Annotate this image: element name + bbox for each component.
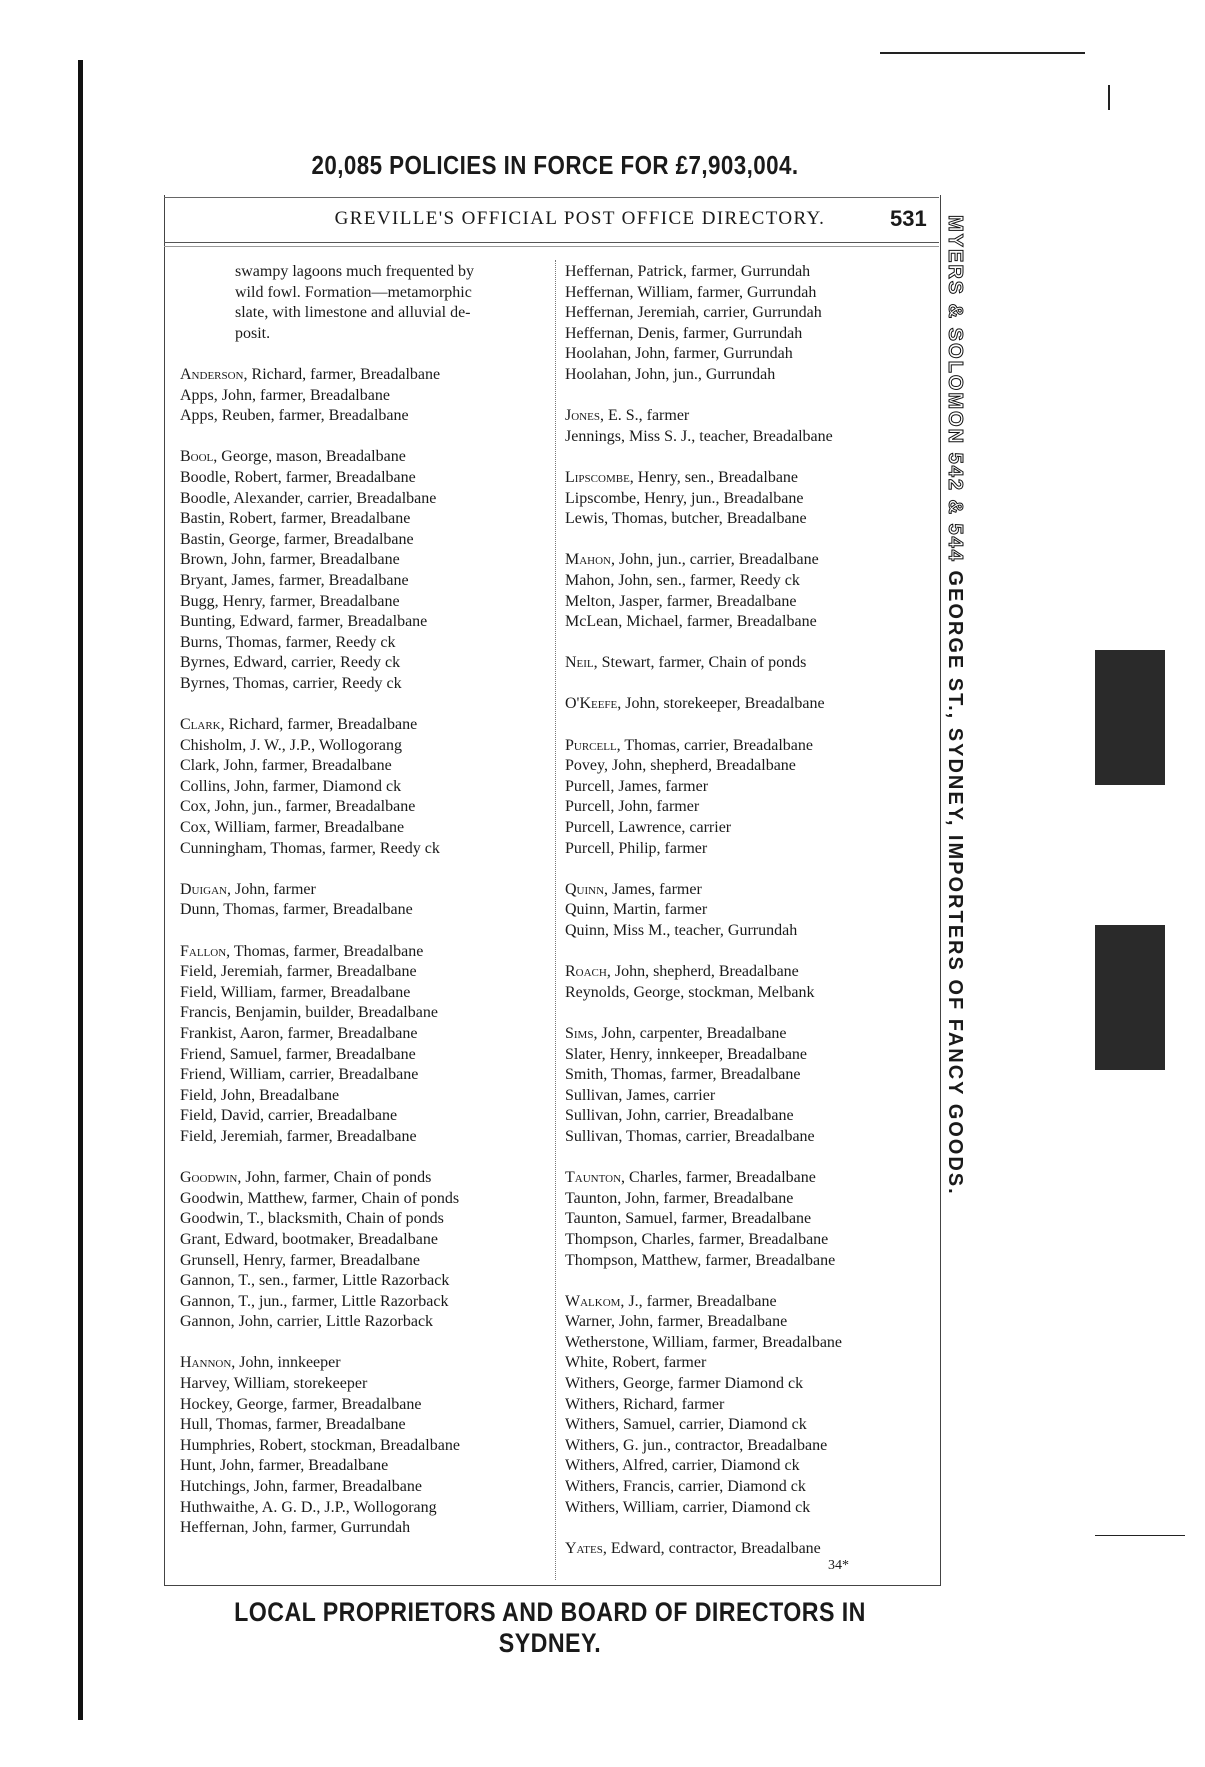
directory-entry <box>565 592 935 613</box>
directory-entry <box>180 839 550 860</box>
letter-section-head: Fallon, <box>180 942 231 960</box>
directory-entry <box>180 797 550 818</box>
letter-section-head: Anderson, <box>180 365 248 383</box>
letter-section-head: Roach, <box>565 963 611 981</box>
bleed-through-mark <box>1095 650 1165 785</box>
directory-entry <box>180 983 550 1004</box>
entry-text: Charles, farmer, Breadalbane <box>625 1169 816 1187</box>
side-advert-name: MYERS & SOLOMON 542 & 544 <box>944 215 966 563</box>
entry-text: Quinn, Martin, farmer <box>565 901 708 919</box>
entry-text: Bryant, James, farmer, Breadalbane <box>180 571 409 589</box>
entry-text: Collins, John, farmer, Diamond ck <box>180 777 402 795</box>
directory-entry <box>180 1065 550 1086</box>
entry-text: Smith, Thomas, farmer, Breadalbane <box>565 1066 801 1084</box>
letter-section-head: Yates, <box>565 1539 607 1557</box>
entry-text: Purcell, John, farmer <box>565 798 700 816</box>
letter-section-head: Quinn, <box>565 880 609 898</box>
directory-entry <box>180 1477 550 1498</box>
directory-entry <box>180 550 550 571</box>
directory-entry <box>565 427 935 448</box>
entry-text: Wetherstone, William, farmer, Breadalbane <box>565 1333 843 1351</box>
page-number: 531 <box>890 206 927 231</box>
entry-gap <box>565 1271 935 1292</box>
bleed-through-mark <box>1095 925 1165 1070</box>
letter-section-head: Purcell, <box>565 736 621 754</box>
entry-text: Field, David, carrier, Breadalbane <box>180 1107 398 1125</box>
entry-text: Heffernan, John, farmer, Gurrundah <box>180 1519 411 1537</box>
entry-text: John, jun., carrier, Breadalbane <box>615 551 819 569</box>
directory-entry <box>565 262 935 283</box>
directory-entry <box>565 839 935 860</box>
directory-entry <box>180 612 550 633</box>
entry-text: McLean, Michael, farmer, Breadalbane <box>565 613 817 631</box>
entry-text: Friend, William, carrier, Breadalbane <box>180 1066 419 1084</box>
entry-text: John, carpenter, Breadalbane <box>597 1024 787 1042</box>
right-margin-rule <box>1095 1535 1185 1536</box>
entry-text: Hutchings, John, farmer, Breadalbane <box>180 1478 422 1496</box>
directory-entry <box>180 736 550 757</box>
entry-text: Brown, John, farmer, Breadalbane <box>180 551 400 569</box>
directory-entry <box>180 674 550 695</box>
directory-entry <box>565 468 935 489</box>
entry-text: Hockey, George, farmer, Breadalbane <box>180 1395 422 1413</box>
entry-text: Warner, John, farmer, Breadalbane <box>565 1313 788 1331</box>
entry-text: Huthwaithe, A. G. D., J.P., Wollogorang <box>180 1498 437 1516</box>
entry-gap <box>565 859 935 880</box>
entry-text: Humphries, Robert, stockman, Breadalbane <box>180 1436 460 1454</box>
entry-text: Purcell, Lawrence, carrier <box>565 819 732 837</box>
directory-entry <box>565 1086 935 1107</box>
letter-section-head: Lipscombe, <box>565 468 634 486</box>
entry-text: Withers, G. jun., contractor, Breadalbane <box>565 1436 828 1454</box>
entry-gap <box>565 942 935 963</box>
entry-text: George, mason, Breadalbane <box>217 448 406 466</box>
scan-edge-mark <box>78 60 83 1720</box>
top-banner: 20,085 POLICIES IN FORCE FOR £7,903,004. <box>311 150 799 180</box>
directory-entry <box>180 447 550 468</box>
entry-text: John, innkeeper <box>235 1354 341 1372</box>
entry-gap <box>565 715 935 736</box>
entry-text: Hull, Thomas, farmer, Breadalbane <box>180 1416 406 1434</box>
directory-entry <box>565 489 935 510</box>
entry-text: Harvey, William, storekeeper <box>180 1375 368 1393</box>
directory-entry <box>565 1456 935 1477</box>
entry-text: James, farmer <box>608 880 702 898</box>
entry-text: Goodwin, Matthew, farmer, Chain of ponds <box>180 1189 460 1207</box>
directory-entry <box>565 1477 935 1498</box>
entry-text: John, storekeeper, Breadalbane <box>621 695 825 713</box>
letter-section-head: Neil, <box>565 654 598 672</box>
entry-gap <box>565 674 935 695</box>
entry-text: Withers, William, carrier, Diamond ck <box>565 1498 811 1516</box>
entry-text: Cox, William, farmer, Breadalbane <box>180 819 405 837</box>
directory-entry <box>180 1374 550 1395</box>
entry-text: Purcell, Philip, farmer <box>565 839 708 857</box>
entry-text: J., farmer, Breadalbane <box>624 1292 777 1310</box>
entry-text: Purcell, James, farmer <box>565 777 709 795</box>
directory-entry <box>180 1518 550 1539</box>
directory-entry <box>565 1045 935 1066</box>
entry-text: Bunting, Edward, farmer, Breadalbane <box>180 613 428 631</box>
entry-text: Byrnes, Edward, carrier, Reedy ck <box>180 654 401 672</box>
directory-entry <box>180 1292 550 1313</box>
letter-section-head: Hannon, <box>180 1354 236 1372</box>
top-right-tick <box>1108 85 1110 110</box>
directory-entry <box>565 550 935 571</box>
description-line: wild fowl. Formation—metamorphic <box>235 283 472 301</box>
directory-entry <box>180 365 550 386</box>
entry-text: Thompson, Matthew, farmer, Breadalbane <box>565 1251 836 1269</box>
entry-text: Gannon, T., jun., farmer, Little Razorback <box>180 1292 449 1310</box>
entry-text: Lipscombe, Henry, jun., Breadalbane <box>565 489 804 507</box>
letter-section-head: O'Keefe, <box>565 695 622 713</box>
side-advert-rest: GEORGE ST., SYDNEY, IMPORTERS OF FANCY GOODS. <box>944 562 966 1196</box>
entry-text: Gannon, John, carrier, Little Razorback <box>180 1313 434 1331</box>
directory-entry <box>565 1230 935 1251</box>
entry-gap <box>565 530 935 551</box>
entry-text: Burns, Thomas, farmer, Reedy ck <box>180 633 396 651</box>
entry-text: Sullivan, John, carrier, Breadalbane <box>565 1107 794 1125</box>
entry-gap <box>565 447 935 468</box>
side-advertisement <box>943 215 966 1196</box>
directory-entry <box>180 509 550 530</box>
directory-header: GREVILLE'S OFFICIAL POST OFFICE DIRECTORY. <box>334 208 826 229</box>
entry-text: Field, John, Breadalbane <box>180 1086 340 1104</box>
entry-gap <box>180 859 550 880</box>
letter-section-head: Taunton, <box>565 1169 626 1187</box>
directory-entry <box>180 653 550 674</box>
entry-text: Povey, John, shepherd, Breadalbane <box>565 757 796 775</box>
entry-text: Heffernan, William, farmer, Gurrundah <box>565 283 817 301</box>
entry-text: Apps, Reuben, farmer, Breadalbane <box>180 407 409 425</box>
entry-text: Edward, contractor, Breadalbane <box>606 1539 821 1557</box>
entry-text: John, shepherd, Breadalbane <box>610 963 799 981</box>
entry-text: Taunton, Samuel, farmer, Breadalbane <box>565 1210 812 1228</box>
directory-entry <box>565 880 935 901</box>
entry-text: Heffernan, Jeremiah, carrier, Gurrundah <box>565 304 822 322</box>
entry-gap <box>180 1148 550 1169</box>
description-line: posit. <box>235 324 271 342</box>
directory-entry <box>180 1189 550 1210</box>
directory-entry <box>565 406 935 427</box>
letter-section-head: Goodwin, <box>180 1169 242 1187</box>
directory-entry <box>565 1353 935 1374</box>
entry-text: Withers, Samuel, carrier, Diamond ck <box>565 1416 807 1434</box>
directory-entry <box>180 1353 550 1374</box>
entry-text: Field, William, farmer, Breadalbane <box>180 983 411 1001</box>
directory-entry <box>180 633 550 654</box>
entry-text: Cunningham, Thomas, farmer, Reedy ck <box>180 839 440 857</box>
entry-text: Slater, Henry, innkeeper, Breadalbane <box>565 1045 808 1063</box>
header-rule-thin <box>164 246 939 247</box>
directory-entry <box>180 530 550 551</box>
entry-text: Heffernan, Denis, farmer, Gurrundah <box>565 324 803 342</box>
entry-text: Mahon, John, sen., farmer, Reedy ck <box>565 571 800 589</box>
directory-entry <box>180 1230 550 1251</box>
entry-text: Withers, Francis, carrier, Diamond ck <box>565 1478 806 1496</box>
letter-section-head: Walkom, <box>565 1292 625 1310</box>
entry-text: Apps, John, farmer, Breadalbane <box>180 386 390 404</box>
entry-text: E. S., farmer <box>603 407 690 425</box>
entry-gap <box>565 633 935 654</box>
entry-text: Thomas, carrier, Breadalbane <box>620 736 813 754</box>
directory-entry <box>180 900 550 921</box>
entry-gap <box>565 386 935 407</box>
directory-entry <box>180 468 550 489</box>
description-line: swampy lagoons much frequented by <box>235 263 475 280</box>
directory-entry <box>180 1271 550 1292</box>
column-divider <box>555 260 556 1580</box>
entry-text: Quinn, Miss M., teacher, Gurrundah <box>565 922 798 939</box>
entry-gap <box>180 921 550 942</box>
entry-gap <box>565 1518 935 1539</box>
directory-entry <box>565 1395 935 1416</box>
directory-entry <box>180 489 550 510</box>
directory-entry <box>180 571 550 592</box>
directory-entry <box>565 612 935 633</box>
directory-entry <box>565 1024 935 1045</box>
directory-entry <box>565 344 935 365</box>
directory-entry <box>180 818 550 839</box>
directory-entry <box>565 283 935 304</box>
entry-text: Melton, Jasper, farmer, Breadalbane <box>565 592 797 610</box>
entry-text: White, Robert, farmer <box>565 1354 707 1372</box>
entry-text: Frankist, Aaron, farmer, Breadalbane <box>180 1024 418 1042</box>
directory-entry <box>180 1106 550 1127</box>
directory-entry <box>565 694 935 715</box>
entry-text: Boodle, Robert, farmer, Breadalbane <box>180 468 416 486</box>
letter-section-head: Sims, <box>565 1024 598 1042</box>
directory-entry <box>180 1209 550 1230</box>
entry-text: Bugg, Henry, farmer, Breadalbane <box>180 592 400 610</box>
entry-text: Richard, farmer, Breadalbane <box>247 365 441 383</box>
entry-gap <box>565 1148 935 1169</box>
directory-entry <box>180 406 550 427</box>
directory-entry <box>565 1127 935 1148</box>
entry-text: Withers, George, farmer Diamond ck <box>565 1375 804 1393</box>
directory-entry <box>565 1498 935 1519</box>
entry-gap <box>180 694 550 715</box>
entry-text: Boodle, Alexander, carrier, Breadalbane <box>180 489 437 507</box>
directory-entry <box>565 1065 935 1086</box>
entry-text: Withers, Richard, farmer <box>565 1395 725 1413</box>
entry-text: Goodwin, T., blacksmith, Chain of ponds <box>180 1210 444 1228</box>
description-line: slate, with limestone and alluvial de- <box>235 304 471 322</box>
letter-section-head: Jones, <box>565 407 604 425</box>
entry-gap <box>565 1003 935 1024</box>
entry-text: Clark, John, farmer, Breadalbane <box>180 757 392 775</box>
directory-entry <box>565 962 935 983</box>
entry-text: Henry, sen., Breadalbane <box>633 468 799 486</box>
entry-gap <box>180 344 550 365</box>
directory-entry <box>565 571 935 592</box>
directory-entry <box>180 756 550 777</box>
header-rule <box>164 242 939 243</box>
entry-text: Francis, Benjamin, builder, Breadalbane <box>180 1004 438 1022</box>
directory-entry <box>180 962 550 983</box>
directory-entry <box>565 777 935 798</box>
directory-entry <box>180 880 550 901</box>
entry-text: John, farmer, Chain of ponds <box>241 1169 432 1187</box>
directory-entry <box>565 983 935 1004</box>
letter-section-head: Clark, <box>180 716 225 734</box>
entry-text: Byrnes, Thomas, carrier, Reedy ck <box>180 674 402 692</box>
entry-text: Withers, Alfred, carrier, Diamond ck <box>565 1457 800 1475</box>
entry-text: Taunton, John, farmer, Breadalbane <box>565 1189 794 1207</box>
directory-entry <box>565 303 935 324</box>
directory-entry <box>180 942 550 963</box>
right-column <box>565 262 935 1559</box>
directory-entry <box>565 1168 935 1189</box>
left-column <box>180 262 550 1539</box>
directory-entry <box>565 509 935 530</box>
entry-text: Field, Jeremiah, farmer, Breadalbane <box>180 1127 417 1145</box>
directory-entry <box>565 324 935 345</box>
directory-entry <box>565 1374 935 1395</box>
directory-entry <box>180 1395 550 1416</box>
entry-gap <box>180 1333 550 1354</box>
directory-entry <box>180 1045 550 1066</box>
entry-text: Hoolahan, John, jun., Gurrundah <box>565 365 776 383</box>
directory-entry <box>180 1415 550 1436</box>
directory-entry <box>180 592 550 613</box>
signature-mark: 34* <box>828 1558 849 1573</box>
letter-section-head: Bool, <box>180 448 218 466</box>
entry-text: Stewart, farmer, Chain of ponds <box>597 654 807 672</box>
directory-entry <box>180 1312 550 1333</box>
entry-text: Bastin, George, farmer, Breadalbane <box>180 530 414 548</box>
entry-text: Hoolahan, John, farmer, Gurrundah <box>565 345 793 363</box>
directory-entry <box>565 900 935 921</box>
directory-entry <box>565 1251 935 1272</box>
bottom-banner: LOCAL PROPRIETORS AND BOARD OF DIRECTORS IN SYDNEY. <box>234 1597 866 1658</box>
entry-text: Dunn, Thomas, farmer, Breadalbane <box>180 901 413 919</box>
directory-entry <box>565 1333 935 1354</box>
directory-entry <box>180 1086 550 1107</box>
entry-text: Thomas, farmer, Breadalbane <box>230 942 424 960</box>
directory-entry <box>565 1189 935 1210</box>
top-right-rule <box>880 52 1085 54</box>
directory-entry <box>180 1168 550 1189</box>
entry-text: Cox, John, jun., farmer, Breadalbane <box>180 798 416 816</box>
entry-text: Field, Jeremiah, farmer, Breadalbane <box>180 963 417 981</box>
entry-gap <box>180 427 550 448</box>
entry-text: Grunsell, Henry, farmer, Breadalbane <box>180 1251 420 1269</box>
entry-text: Hunt, John, farmer, Breadalbane <box>180 1457 389 1475</box>
directory-entry <box>565 1209 935 1230</box>
directory-entry <box>565 818 935 839</box>
directory-entry <box>180 1127 550 1148</box>
directory-entry <box>565 1312 935 1333</box>
directory-entry <box>565 1539 935 1560</box>
directory-entry <box>565 921 935 942</box>
directory-entry <box>565 736 935 757</box>
directory-entry <box>180 777 550 798</box>
entry-text: Richard, farmer, Breadalbane <box>224 716 418 734</box>
entry-text: Sullivan, Thomas, carrier, Breadalbane <box>565 1127 815 1145</box>
directory-entry <box>565 1106 935 1127</box>
directory-entry <box>565 756 935 777</box>
directory-entry <box>180 1251 550 1272</box>
directory-entry <box>565 365 935 386</box>
entry-text: Reynolds, George, stockman, Melbank <box>565 983 815 1001</box>
directory-entry <box>565 1292 935 1313</box>
directory-entry <box>565 797 935 818</box>
entry-text: Jennings, Miss S. J., teacher, Breadalbane <box>565 427 833 445</box>
directory-entry <box>565 1415 935 1436</box>
header-rule-top <box>164 197 939 198</box>
entry-text: Friend, Samuel, farmer, Breadalbane <box>180 1045 416 1063</box>
entry-text: Lewis, Thomas, butcher, Breadalbane <box>565 510 807 528</box>
entry-text: Thompson, Charles, farmer, Breadalbane <box>565 1230 829 1248</box>
directory-entry <box>180 715 550 736</box>
directory-entry <box>180 1024 550 1045</box>
directory-entry <box>180 1436 550 1457</box>
letter-section-head: Mahon, <box>565 551 616 569</box>
directory-entry <box>565 653 935 674</box>
entry-text: Grant, Edward, bootmaker, Breadalbane <box>180 1230 438 1248</box>
directory-entry <box>180 1456 550 1477</box>
entry-text: Chisholm, J. W., J.P., Wollogorang <box>180 736 403 754</box>
directory-entry <box>180 1003 550 1024</box>
entry-text: John, farmer <box>231 880 316 898</box>
entry-text: Bastin, Robert, farmer, Breadalbane <box>180 510 411 528</box>
directory-entry <box>565 1436 935 1457</box>
entry-text: Sullivan, James, carrier <box>565 1086 716 1104</box>
directory-entry <box>180 1498 550 1519</box>
letter-section-head: Duigan, <box>180 880 231 898</box>
entry-text: Gannon, T., sen., farmer, Little Razorback <box>180 1272 450 1290</box>
entry-text: Heffernan, Patrick, farmer, Gurrundah <box>565 263 811 280</box>
directory-entry <box>180 386 550 407</box>
